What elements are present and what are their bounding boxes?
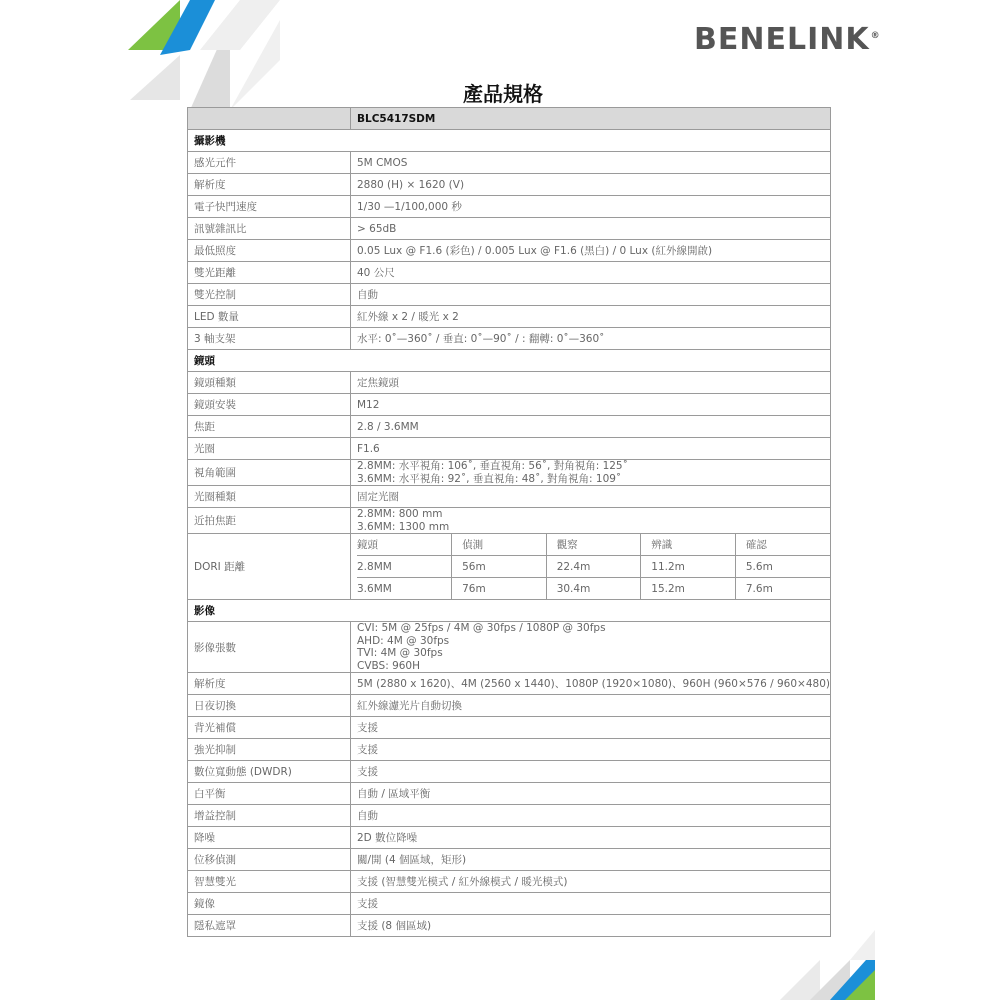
spec-value <box>351 871 831 893</box>
spec-row <box>188 218 831 240</box>
spec-value <box>351 849 831 871</box>
spec-label: 雙光距離 <box>188 262 351 284</box>
dori-value-cell: 22.4m <box>546 556 641 578</box>
dori-header-cell: 偵測 <box>452 534 547 556</box>
spec-value <box>351 805 831 827</box>
spec-value-line: 40 公尺 <box>357 267 395 279</box>
registered-mark: ® <box>870 31 881 41</box>
spec-row <box>188 152 831 174</box>
spec-row <box>188 622 831 673</box>
spec-table-body <box>188 108 831 937</box>
section-title: 攝影機 <box>188 130 831 152</box>
spec-value-line: 自動 <box>357 289 378 301</box>
spec-label: 鏡頭種類 <box>188 372 351 394</box>
section-title: 鏡頭 <box>188 350 831 372</box>
corner-decoration-bottom-right <box>770 930 900 1000</box>
spec-label: 訊號雜訊比 <box>188 218 351 240</box>
dori-row <box>188 534 831 600</box>
spec-row <box>188 717 831 739</box>
spec-value-line: 紅外線濾光片自動切換 <box>357 700 462 712</box>
spec-label: 鏡頭安裝 <box>188 394 351 416</box>
dori-value-cell: 15.2m <box>641 578 736 600</box>
spec-row <box>188 460 831 486</box>
spec-value <box>351 695 831 717</box>
dori-value-cell: 3.6MM <box>357 582 392 595</box>
spec-value <box>351 240 831 262</box>
spec-value <box>351 508 831 534</box>
spec-row <box>188 673 831 695</box>
dori-cell <box>351 534 831 600</box>
dori-value-cell: 7.6m <box>735 578 830 600</box>
brand-logo-text: BENELINK <box>694 22 870 57</box>
spec-row <box>188 306 831 328</box>
spec-value <box>351 218 831 240</box>
spec-value <box>351 152 831 174</box>
spec-value-line: 5M (2880 x 1620)、4M (2560 x 1440)、1080P (1920×1080)、960H (960×576 / 960×480) <box>357 678 830 690</box>
spec-value <box>351 673 831 695</box>
spec-value-line: 支援 <box>357 766 378 778</box>
spec-value <box>351 893 831 915</box>
spec-label: 解析度 <box>188 174 351 196</box>
spec-value <box>351 438 831 460</box>
dori-value-cell: 5.6m <box>735 556 830 578</box>
spec-value <box>351 306 831 328</box>
spec-value-line: 2D 數位降噪 <box>357 832 418 844</box>
spec-row <box>188 284 831 306</box>
spec-value-line: M12 <box>357 398 380 411</box>
section-title: 影像 <box>188 600 831 622</box>
spec-value <box>351 717 831 739</box>
spec-value <box>351 372 831 394</box>
spec-label: 位移偵測 <box>188 849 351 871</box>
spec-row <box>188 438 831 460</box>
spec-value-line: 自動 / 區域平衡 <box>357 788 431 800</box>
spec-value <box>351 460 831 486</box>
spec-header-row <box>188 108 831 130</box>
dori-table <box>357 534 830 599</box>
spec-label: 焦距 <box>188 416 351 438</box>
spec-row <box>188 508 831 534</box>
spec-label: 3 軸支架 <box>188 328 351 350</box>
spec-value <box>351 915 831 937</box>
dori-value-cell: 56m <box>452 556 547 578</box>
spec-label: 鏡像 <box>188 893 351 915</box>
spec-row <box>188 739 831 761</box>
spec-label: 降噪 <box>188 827 351 849</box>
section-header-row <box>188 350 831 372</box>
spec-value-line: 3.6MM: 1300 mm <box>357 520 450 533</box>
spec-row <box>188 915 831 937</box>
spec-value <box>351 761 831 783</box>
spec-row <box>188 849 831 871</box>
spec-value <box>351 486 831 508</box>
spec-label: 感光元件 <box>188 152 351 174</box>
spec-label: 光圈種類 <box>188 486 351 508</box>
spec-value-line: 支援 <box>357 722 378 734</box>
brand-logo <box>694 22 881 57</box>
spec-label: 數位寬動態 (DWDR) <box>188 761 351 783</box>
spec-label: 最低照度 <box>188 240 351 262</box>
spec-value-line: 紅外線 x 2 / 暖光 x 2 <box>357 311 459 323</box>
spec-label: 雙光控制 <box>188 284 351 306</box>
dori-header-cell: 觀察 <box>546 534 641 556</box>
model-number: BLC5417SDM <box>351 108 831 130</box>
spec-label: 光圈 <box>188 438 351 460</box>
spec-value-line: CVBS: 960H <box>357 659 421 672</box>
spec-row <box>188 372 831 394</box>
spec-label: LED 數量 <box>188 306 351 328</box>
dori-header-cell: 辨識 <box>641 534 736 556</box>
spec-value <box>351 622 831 673</box>
spec-label: 視角範圍 <box>188 460 351 486</box>
spec-label: 隱私遮罩 <box>188 915 351 937</box>
dori-value-cell: 76m <box>452 578 547 600</box>
spec-value <box>351 284 831 306</box>
spec-row <box>188 394 831 416</box>
dori-header-cell: 鏡頭 <box>357 534 452 556</box>
spec-value <box>351 328 831 350</box>
spec-value-line: 0.05 Lux @ F1.6 (彩色) / 0.005 Lux @ F1.6 (黑白) / 0 Lux (紅外線開啟) <box>357 245 713 257</box>
spec-label: 強光抑制 <box>188 739 351 761</box>
spec-header-label <box>188 108 351 130</box>
spec-value <box>351 416 831 438</box>
spec-value-line: 支援 (8 個區域) <box>357 920 432 932</box>
spec-value <box>351 174 831 196</box>
spec-row <box>188 827 831 849</box>
spec-row <box>188 328 831 350</box>
spec-label: 增益控制 <box>188 805 351 827</box>
spec-row <box>188 240 831 262</box>
spec-value-line: F1.6 <box>357 442 380 455</box>
spec-value-line: 2.8 / 3.6MM <box>357 420 419 433</box>
spec-value-line: 定焦鏡頭 <box>357 377 399 389</box>
spec-label: 影像張數 <box>188 622 351 673</box>
spec-value-line: 2.8MM: 水平視角: 106˚, 垂直視角: 56˚, 對角視角: 125˚ <box>357 460 628 472</box>
spec-label: 近拍焦距 <box>188 508 351 534</box>
spec-row <box>188 871 831 893</box>
spec-value-line: 5M CMOS <box>357 156 408 169</box>
spec-row <box>188 805 831 827</box>
spec-value-line: 固定光圈 <box>357 491 399 503</box>
spec-row <box>188 196 831 218</box>
spec-value-line: CVI: 5M @ 25fps / 4M @ 30fps / 1080P @ 30fps <box>357 622 606 634</box>
spec-value <box>351 394 831 416</box>
spec-value <box>351 783 831 805</box>
dori-data-row <box>357 556 830 578</box>
dori-header-cell: 確認 <box>735 534 830 556</box>
dori-value-cell: 2.8MM <box>357 556 452 578</box>
spec-value <box>351 739 831 761</box>
spec-value-line: 水平: 0˚—360˚ / 垂直: 0˚—90˚ / : 翻轉: 0˚—360˚ <box>357 333 605 345</box>
spec-row <box>188 174 831 196</box>
spec-value-line: 支援 <box>357 898 378 910</box>
spec-label: 日夜切換 <box>188 695 351 717</box>
spec-row <box>188 416 831 438</box>
dori-header-row <box>357 534 830 556</box>
dori-value-cell: 11.2m <box>641 556 736 578</box>
spec-value <box>351 827 831 849</box>
spec-value-line: > 65dB <box>357 222 397 235</box>
spec-value-line: TVI: 4M @ 30fps <box>357 647 443 659</box>
spec-value-line: 2.8MM: 800 mm <box>357 508 443 520</box>
spec-value-line: AHD: 4M @ 30fps <box>357 634 450 647</box>
dori-label: DORI 距離 <box>188 534 351 600</box>
spec-value-line: 2880 (H) × 1620 (V) <box>357 178 465 191</box>
spec-row <box>188 695 831 717</box>
spec-row <box>188 262 831 284</box>
spec-label: 電子快門速度 <box>188 196 351 218</box>
spec-row <box>188 486 831 508</box>
spec-label: 智慧雙光 <box>188 871 351 893</box>
spec-value-line: 3.6MM: 水平視角: 92˚, 垂直視角: 48˚, 對角視角: 109˚ <box>357 472 622 485</box>
spec-label: 背光補償 <box>188 717 351 739</box>
spec-value <box>351 262 831 284</box>
dori-data-row <box>357 578 830 600</box>
spec-row <box>188 893 831 915</box>
spec-value <box>351 196 831 218</box>
dori-value-cell: 30.4m <box>546 578 641 600</box>
section-header-row <box>188 130 831 152</box>
spec-label: 解析度 <box>188 673 351 695</box>
spec-table <box>187 107 831 937</box>
spec-value-line: 自動 <box>357 810 378 822</box>
spec-value-line: 1/30 —1/100,000 秒 <box>357 201 462 213</box>
spec-value-line: 支援 (智慧雙光模式 / 紅外線模式 / 暖光模式) <box>357 876 568 888</box>
section-header-row <box>188 600 831 622</box>
spec-row <box>188 783 831 805</box>
spec-value-line: 關/開 (4 個區域，矩形) <box>357 854 467 866</box>
page-title: 產品規格 <box>463 82 543 106</box>
spec-label: 白平衡 <box>188 783 351 805</box>
spec-value-line: 支援 <box>357 744 378 756</box>
spec-row <box>188 761 831 783</box>
